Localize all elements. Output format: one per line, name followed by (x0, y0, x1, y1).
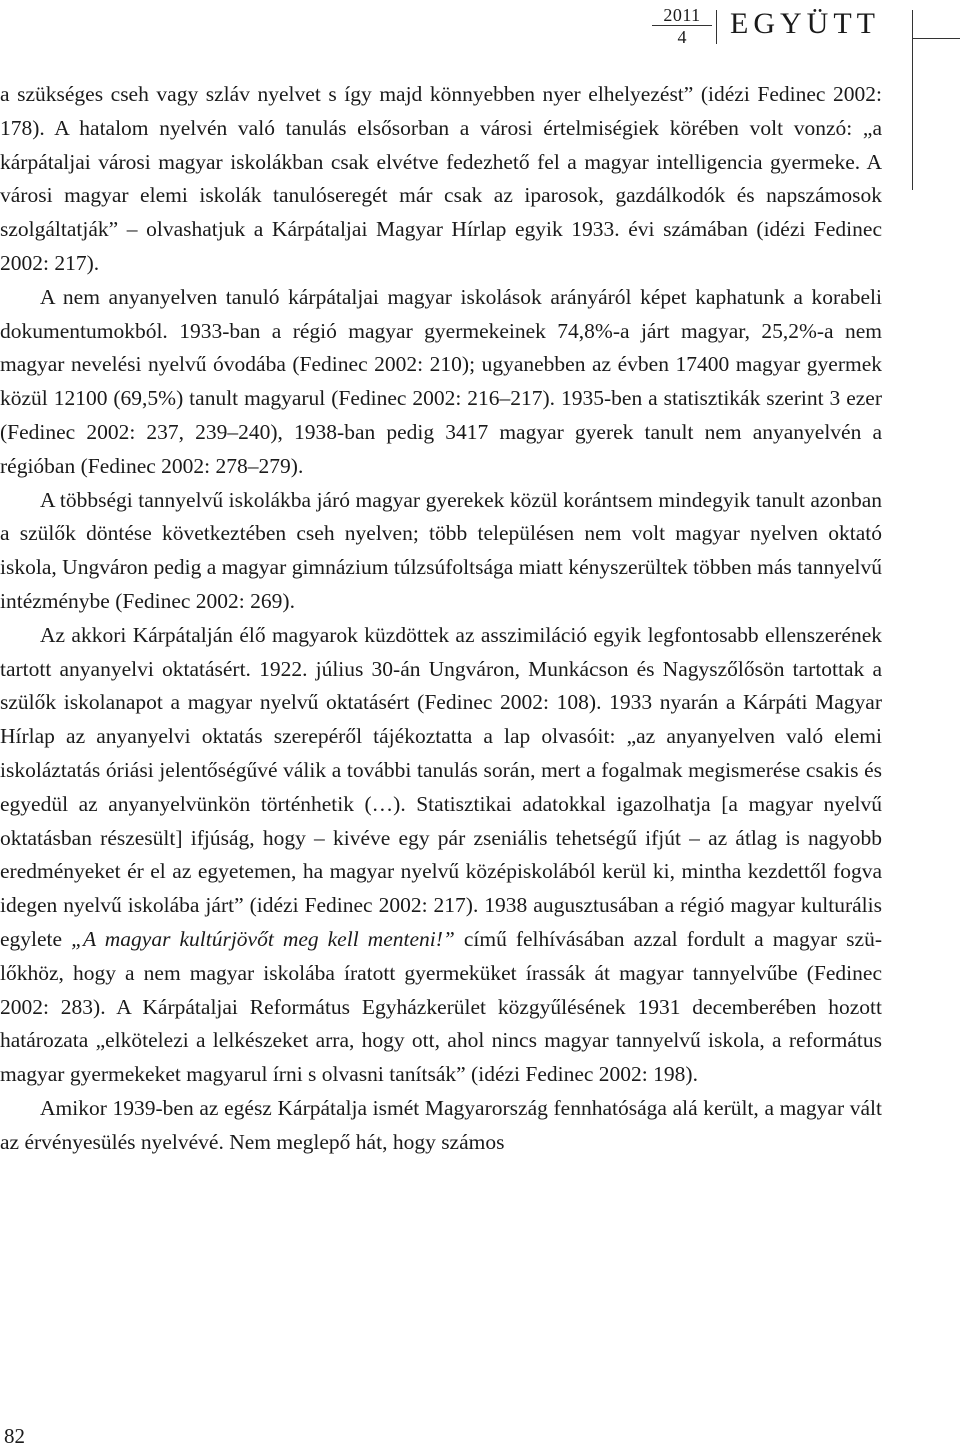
issue-year: 2011 (652, 6, 712, 26)
paragraph-4 (0, 619, 882, 1092)
paragraph-4-part-2: című felhívásában azzal fordult a magyar szülőkhöz, hogy a nem magyar iskolába íratott gyermeküket írassák át magyar tannyelvűbe (Fedinec 2002: 283). A Kárpátaljai Református Egyházkerület közgyűlésének 1931 decemberében hozott határozata „elkötelezi a lelkészeket arra, hogy ott, ahol nincs magyar tannyelvű iskola, a református magyar gyermekeket magyarul írni s olvasni tanítsák” (idézi Fedinec 2002: 198). (0, 926, 883, 1087)
margin-rule-vertical (912, 10, 913, 190)
margin-rule-horizontal (912, 38, 960, 39)
body-text (0, 78, 882, 1160)
quoted-appeal-title: „A magyar kultúrjövőt meg kell menteni!” (71, 926, 455, 951)
journal-title: EGYÜTT (730, 7, 880, 40)
paragraph-3: A többségi tannyelvű iskolákba járó magyar gyerekek közül korántsem mindegyik tanult azonban a szülők döntése következtében cseh nyelven; több településen nem volt magyar nyelven oktató iskola, Ungváron pedig a magyar gimnázium túlzsúfoltsága miatt kényszerültek többen más tannyelvű intézménybe (Fedinec 2002: 269). (0, 487, 882, 613)
issue-number (652, 6, 712, 46)
paragraph-4-part-1: Az akkori Kárpátalján élő magyarok küzdöttek az asszimiláció egyik legfontosabb ellenszerének tartott anyanyelvi oktatásért. 1922. július 30-án Ungváron, Munkácson és Nagyszőlősön tartottak a szülők iskolanapot a magyar nyelvű oktatásért (Fedinec 2002: 108). 1933 nyarán a Kárpáti Magyar Hírlap az anyanyelvi oktatás szerepéről tájékoztatta a lap olvasóit: „az anyanyelven való elemi iskoláztatás óriási jelentőségűvé válik a további tanulás során, mert a fogalmak megismerése csakis és egyedül az anyanyelvünkön történhetik (…). Statisztikai adatokkal igazolhatja [a magyar nyelvű oktatásban részesült] ifjúság, hogy – kivéve egy pár zseniális tehetségű ifjút – az átlag is nagyobb eredményeket ér el az egyetemen, ha magyar nyelvű középiskolából kerül ki, mintha kezdettől fogva idegen nyelvű iskolába járt” (idézi Fedinec 2002: 217). 1938 augusztusában a régió magyar kulturális egylete (0, 622, 882, 951)
page-number: 82 (4, 1424, 25, 1448)
issue-no: 4 (677, 27, 687, 47)
header-divider (716, 10, 717, 44)
running-header (0, 0, 960, 56)
paragraph-1: a szükséges cseh vagy szláv nyelvet s így majd könnyebben nyer elhelyezést” (idézi Fedinec 2002: 178). A hatalom nyelvén való tanulás elsősorban a városi értelmiségiek körében volt vonzó: „a kárpátaljai városi magyar iskolákban csak elvétve fedezhető fel a magyar intelligencia gyermeke. A városi magyar elemi iskolák tanulóseregét már csak az iparosok, gazdálkodók és napszámosok szolgáltatják” – olvashatjuk a Kárpátaljai Magyar Hírlap egyik 1933. évi számában (idézi Fedinec 2002: 217). (0, 82, 882, 275)
paragraph-5: Amikor 1939-ben az egész Kárpátalja ismét Magyarország fennhatósága alá került, a magyar vált az érvényesülés nyelvévé. Nem meglepő hát, hogy számos (0, 1095, 882, 1154)
paragraph-2: A nem anyanyelven tanuló kárpátaljai magyar iskolások arányáról képet kaphatunk a korabeli dokumentumokból. 1933-ban a régió magyar gyermekeinek 74,8%-a járt magyar, 25,2%-a nem magyar nevelési nyelvű óvodába (Fedinec 2002: 210); ugyanebben az évben 17400 magyar gyermek közül 12100 (69,5%) tanult magyarul (Fedinec 2002: 216–217). 1935-ben a statisztikák szerint 3 ezer (Fedinec 2002: 237, 239–240), 1938-ban pedig 3417 magyar gyerek tanult nem anyanyelvén a régióban (Fedinec 2002: 278–279). (0, 284, 882, 478)
